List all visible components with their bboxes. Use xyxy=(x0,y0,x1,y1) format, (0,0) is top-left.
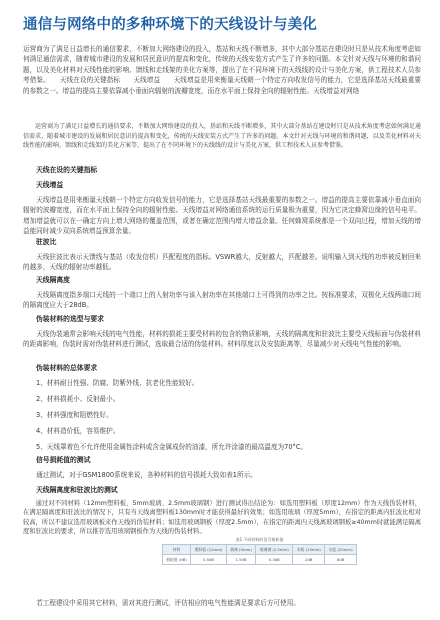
section-isolation-vswr-test xyxy=(23,484,421,537)
list-item: 2、材料损耗小、反射最小。 xyxy=(36,395,120,403)
table-header-cell: 塑料板 (12mm) xyxy=(191,545,227,555)
heading-vswr: 驻波比 xyxy=(36,238,57,246)
table-header-cell: 玻璃 (5mm) xyxy=(226,545,255,555)
section-gain xyxy=(23,179,421,237)
paragraph-vswr: 天线驻波比表示天馈线与基站（收发信机）匹配程度的指标。VSWR越大，反射越大，匹配越差。说明输入到天线的功率被反射回来的越多，天线的辐射功率越低。 xyxy=(23,253,421,272)
table-header-cell: 玻璃钢 (2.5mm) xyxy=(256,545,293,555)
section-heading-key-indicators: 天线在设的关键指标 xyxy=(36,166,98,174)
table-header-row xyxy=(163,545,357,555)
paragraph-end: 若工程建设中采用其它材料，需对其进行测试，评估相应的电气性能满足要求后方可使用。 xyxy=(36,599,300,607)
list-item: 4、材料造价低，容易维护。 xyxy=(36,427,120,435)
table-cell: 1.5dB xyxy=(226,555,255,565)
section-camouflage xyxy=(23,313,421,350)
table-header-cell: 水泥 (20mm) xyxy=(325,545,357,555)
table-cell: 0.3dB xyxy=(256,555,293,565)
page-title: 通信与网络中的多种环境下的天线设计与美化 xyxy=(23,17,317,33)
paragraph-isolation: 天线隔离度指多端口天线的一个端口上的入射功率与该入射功率在其他端口上可得到的功率之比。按标准要求，双极化天线两端口间的隔离度应大于28dB。 xyxy=(23,291,421,310)
heading-isolation-vswr-test: 天线隔离度和驻波比的测试 xyxy=(36,486,118,494)
table-cell: 8dB xyxy=(325,555,357,565)
table-row xyxy=(163,555,357,565)
table-cell: 损耗值 (dB) xyxy=(163,555,191,565)
section-requirements xyxy=(23,362,421,452)
section-vswr xyxy=(23,236,421,273)
second-paragraph: 运营商为了满足日益增长的通信要求，不断加大网络建设的投入，基站和天线不断增多，其中大部分基站在建设时只是从技术角度考虑如何满足通信需求，随着城市建设的发展和居民意识的提高和变化，传统的天线安装方式产生了许多的问题。本文针对天线与环境的和谐问题，以及美化材料对天线性能的影响、馈线和走线架的美化方案等，提出了在不同环境下的天线线的设计与美化方案，供工程技术人员参考借鉴。 xyxy=(23,123,421,150)
paragraph-isolation-vswr-test: 通过对不同材料（12mm塑料板、5mm玻璃、2.5mm玻璃钢）进行测试得出结论为：如选用塑料板（厚度12mm）作为天线伪装材料，在满足隔离度和驻波比的情况下，只有当天线离塑料板130mm时才能获得最好的效果；如选用玻璃（厚度5mm），在指定的距离内驻波比相对较高，所以不建议选用玻璃板来作天线的伪装材料；如选用玻璃钢板（厚度2.5mm），在指定的距离内天线离玻璃钢板≥40mm时就能满足隔离度和驻波比的要求，所以推荐选用玻璃钢板作为天线的伪装材料。 xyxy=(23,500,421,536)
table-header-cell: 木板 (15mm) xyxy=(293,545,325,555)
paragraph-loss-test: 通过测试，对于GSM1800系统来说，各种材料的信号损耗大致如表1所示。 xyxy=(36,471,257,479)
heading-loss-test: 信号损耗值的测试 xyxy=(36,456,91,464)
table-header-cell: 材料 xyxy=(163,545,191,555)
section-isolation xyxy=(23,274,421,311)
second-paragraph-block xyxy=(23,122,421,151)
section-key-indicators xyxy=(23,164,421,174)
list-item: 5、天线罩着色不允许使用金属性涂料或含金属成份的油漆，所允许涂漆的最高温度为70°C。 xyxy=(36,443,308,451)
heading-antenna-gain: 天线增益 xyxy=(36,181,64,189)
paragraph-camouflage: 天线伪装通常会影响天线的电气性能，材料的损耗主要受材料的包含的物质影响，天线的隔离度和驻波比主要受天线标面与伪装材料的距离影响，伪装时需对伪装材料进行测试，选取最合适的伪装材料。材料厚度以及安装距离等，尽量减少对天线电气性能的影响。 xyxy=(23,330,421,349)
intro-paragraph-block xyxy=(23,44,421,96)
paragraph-gain: 天线增益是用来衡量天线朝一个特定方向收发信号的能力，它是选择基站天线最重要的参数之一。增益的提高主要依靠减小垂直面向辐射的波瓣宽度，而在水平面上保持全向的辐射性能。天线增益对网络通信系统的运行质量极为重要，因为它决定蜂窝边缘的信号电平。增加增益就可以在一确定方向上增大网络的覆盖范围，或者在确定范围内增大增益余量。任何蜂窝系统都是一个双向过程，增加天线的增益能同时减少双向系统增益预算余量。 xyxy=(23,196,421,236)
list-item: 3、材料强度和阻燃性好。 xyxy=(36,411,113,419)
heading-camouflage: 伪装材料的选型与要求 xyxy=(36,315,104,323)
table-cell: 0.5dB xyxy=(191,555,227,565)
table-cell: 2dB xyxy=(293,555,325,565)
section-loss-test xyxy=(23,454,421,480)
list-item: 1、材料耐日性强、防腐、防紫外线、抗老化性能较好。 xyxy=(36,379,199,387)
loss-table xyxy=(162,537,357,565)
heading-requirements: 伪装材料的总体要求 xyxy=(36,364,98,372)
intro-paragraph: 运营商为了满足日益增长的通信要求，不断加大网络建设的投入，基站和天线不断增多，其中大部分基站在建设时只是从技术角度考虑如何满足通信需求，随着城市建设的发展和居民意识的提高和变化，传统的天线安装方式产生了许多的问题。本文针对天线与环境的和谐问题，以及美化材料对天线性能的影响、馈线和走线架的美化方案等，提出了在不同环境下的天线线的设计与美化方案，供工程技术人员参考借鉴。 天线在设的关键指标 天线增益 天线增益是用来衡量天线朝一个特定方向收发信号的能力，它是选择基站天线最重要的参数之一。增益的提高主要依靠减小垂面向辐射的波瓣宽度，而在水平面上保持全向的辐射性能。天线增益对网络 xyxy=(23,45,421,95)
section-end xyxy=(23,598,421,608)
table-caption: 表1 不同材料的信号损耗值 xyxy=(235,537,284,542)
heading-isolation: 天线隔离度 xyxy=(36,276,70,284)
requirements-list xyxy=(36,378,421,452)
